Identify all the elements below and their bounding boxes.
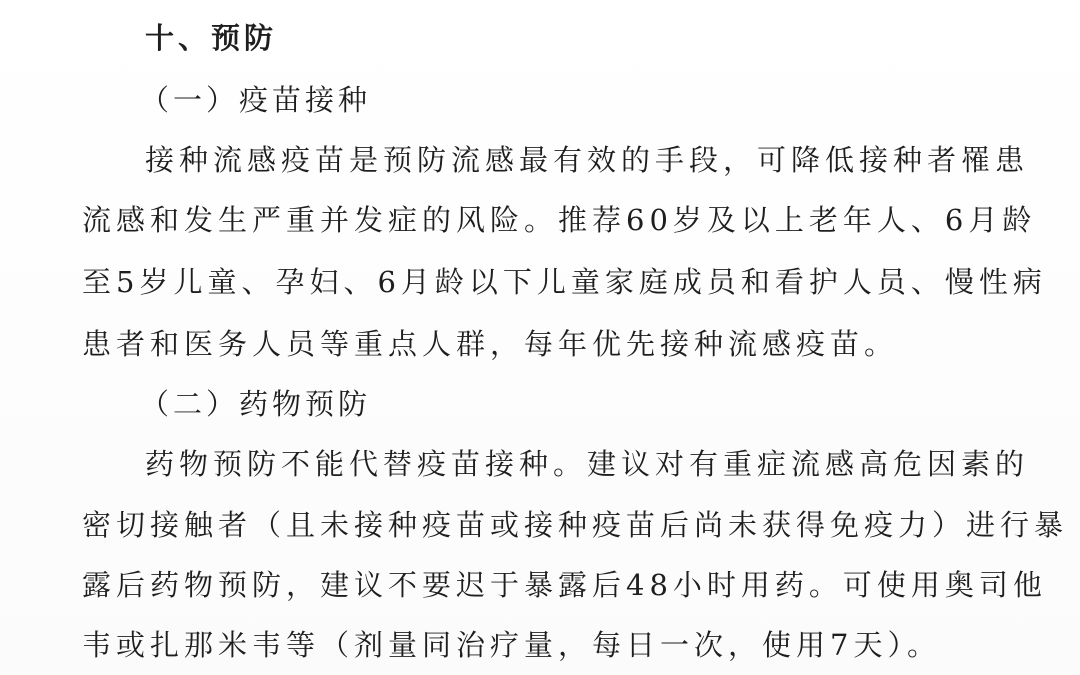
paragraph-1-line-3: 至5岁儿童、孕妇、6月龄以下儿童家庭成员和看护人员、慢性病 — [82, 265, 1047, 299]
paragraph-2-line-2: 密切接触者（且未接种疫苗或接种疫苗后尚未获得免疫力）进行暴 — [82, 508, 1069, 542]
paragraph-1-line-1: 接种流感疫苗是预防流感最有效的手段，可降低接种者罹患 — [145, 143, 1030, 177]
paragraph-2-line-1: 药物预防不能代替疫苗接种。建议对有重症流感高危因素的 — [145, 447, 1030, 481]
paragraph-2-line-4: 韦或扎那米韦等（剂量同治疗量，每日一次，使用7天）。 — [82, 628, 941, 662]
subsection-1-heading: （一）疫苗接种 — [140, 83, 372, 117]
section-heading: 十、预防 — [145, 21, 278, 55]
paragraph-1-line-2: 流感和发生严重并发症的风险。推荐60岁及以上老年人、6月龄 — [82, 203, 1037, 237]
paragraph-2-line-3: 露后药物预防，建议不要迟于暴露后48小时用药。可使用奥司他 — [82, 568, 1047, 602]
paragraph-1-line-4: 患者和医务人员等重点人群，每年优先接种流感疫苗。 — [82, 327, 899, 361]
subsection-2-heading: （二）药物预防 — [140, 387, 372, 421]
